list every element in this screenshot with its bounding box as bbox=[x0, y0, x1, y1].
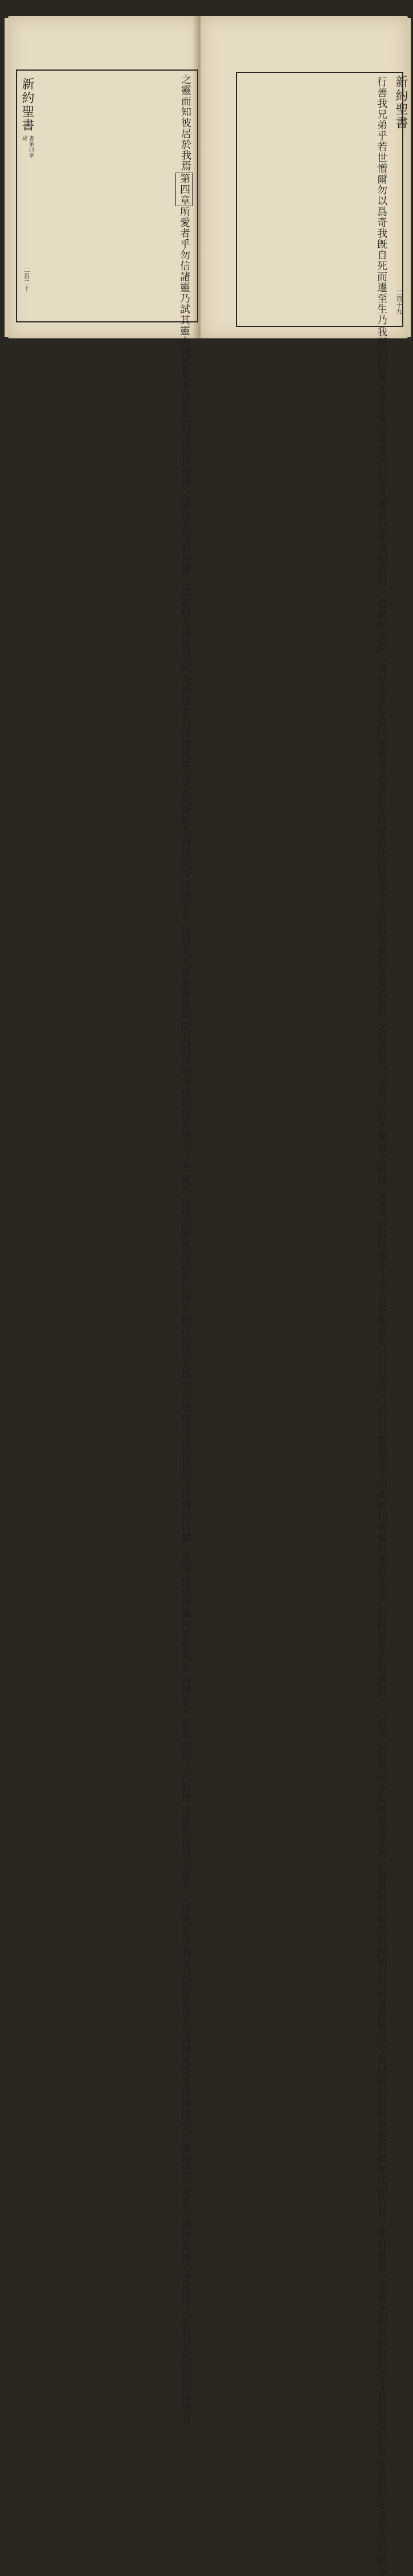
text-column: 安我心於神前若心自責神乃大於我心而無所不知所愛 bbox=[375, 1577, 387, 1826]
text-column: 由神者不聽我由此可知眞理之靈與迷謬之靈矣○所愛 bbox=[179, 1674, 191, 1925]
right-page bbox=[201, 16, 408, 2576]
text-column: 者乎我等宜相愛蓋愛乃由神凡愛者由神而生且識神也 bbox=[179, 1926, 191, 2175]
text-column: 我所知因愛兄弟不愛兄弟者居於死凡憎其兄弟者卽爲 bbox=[375, 326, 387, 575]
left-margin-subtitle-2: 書第四章 bbox=[28, 136, 34, 158]
right-folio: 二百十九 bbox=[395, 289, 403, 314]
text-column: 由神此乃敵基督爾所聞其將至而今在於世者也小子乎 bbox=[179, 924, 191, 1173]
text-column: 知出於世也神之靈由此可知凡靈之認耶穌基督曾以肉 bbox=[179, 424, 191, 673]
chapter-heading: 第四章 bbox=[175, 173, 193, 206]
left-margin-title: 新約聖書 bbox=[20, 77, 34, 132]
text-column: 之靈而知彼居於我焉 bbox=[179, 74, 191, 171]
text-column: 愛由此而見我等亦宜爲兄弟捐生焉若有世之財者見兄 bbox=[375, 827, 387, 1076]
left-margin-subtitle-1: 疑 bbox=[21, 136, 27, 141]
left-page-text bbox=[36, 73, 193, 2425]
text-column: 行善我兄弟乎若世憎爾勿以爲奇我旣自死而遷至生乃 bbox=[375, 76, 387, 325]
text-column: 而行其所悅也其誡如此卽信其子耶穌基督之名彼此相 bbox=[375, 2077, 387, 2326]
text-column: 殺人也爾知凡殺人者無永生存其內也彼爲我等捐生則 bbox=[375, 576, 387, 825]
right-margin-title: 新約聖書 bbox=[394, 75, 408, 130]
text-column-chapter-heading bbox=[36, 171, 193, 423]
text-column: 彼等由於世故言世情而世聽之我等由於神識神者聽我非 bbox=[179, 1413, 191, 1673]
text-column: 爾乃由神而勝彼等因在於爾者較在於世者爲愈大也 bbox=[179, 1174, 191, 1412]
text-column: 愛如其所命守其誡者居於彼而彼居於此我等由所賜我 bbox=[375, 2327, 387, 2576]
text-column: 愛勿以言以舌乃以行以實也我等由此而知我屬眞理且 bbox=[375, 1327, 387, 1576]
right-page-text bbox=[239, 75, 389, 2576]
text-column: 者乎若心無責則可毅然於神前且得所求於彼因守其誡 bbox=[375, 1827, 387, 2076]
text-column: 身而臨者乃由神凡靈之不認耶穌基督以肉身而臨者非 bbox=[179, 674, 191, 923]
text-column: 弟窮乏而不憐恤之則神之愛豈居其內哉小子乎我等相 bbox=[375, 1077, 387, 1326]
left-folio: 二百二十 bbox=[23, 267, 30, 292]
text-column-rest: 所愛者乎勿信諸靈乃試其靈由神否蓋多有僞先 bbox=[178, 206, 190, 423]
text-column: 不愛者不識神蓋神乃愛也神之愛我於此而顯即神遣其 bbox=[179, 2176, 191, 2425]
left-page bbox=[8, 16, 201, 2425]
